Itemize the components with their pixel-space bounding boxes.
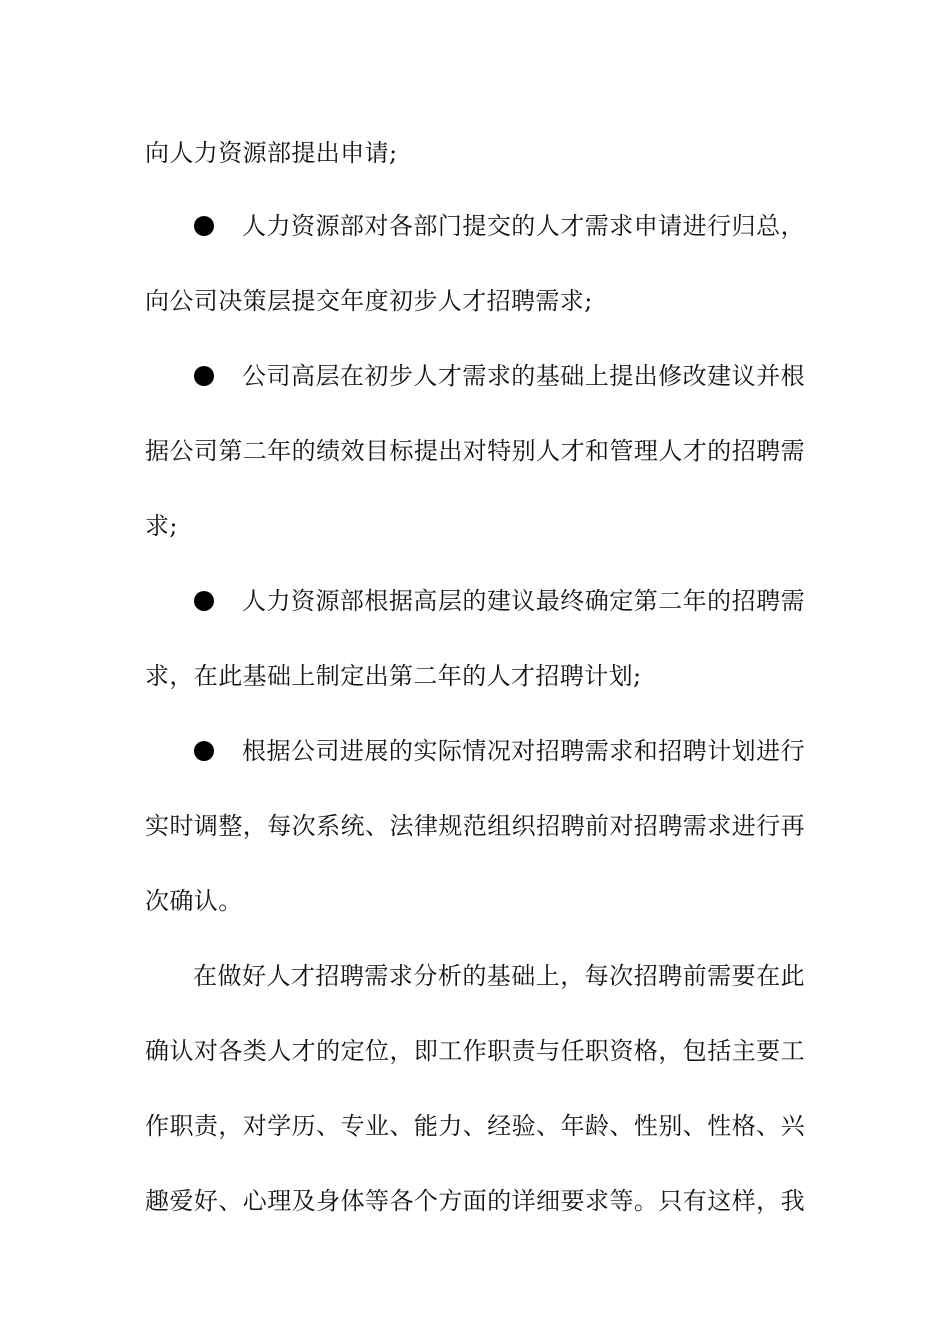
text-line: 求，在此基础上制定出第二年的人才招聘计划; — [145, 662, 642, 690]
text-line: 趣爱好、心理及身体等各个方面的详细要求等。只有这样，我 — [145, 1187, 805, 1215]
text-line: 公司高层在初步人才需求的基础上提出修改建议并根 — [242, 362, 805, 390]
text-line: 实时调整，每次系统、法律规范组织招聘前对招聘需求进行再 — [145, 812, 805, 840]
bullet-icon — [194, 216, 214, 236]
text-line: 作职责，对学历、专业、能力、经验、年龄、性别、性格、兴 — [145, 1112, 805, 1140]
text-line: 次确认。 — [145, 887, 243, 915]
paragraph-first-line: 在做好人才招聘需求分析的基础上，每次招聘前需要在此 — [193, 962, 805, 990]
text-line: 向公司决策层提交年度初步人才招聘需求; — [145, 287, 593, 315]
bullet-icon — [194, 366, 214, 386]
text-line: 确认对各类人才的定位，即工作职责与任职资格，包括主要工 — [145, 1037, 805, 1065]
text-line: 求; — [145, 512, 178, 540]
text-line: 人力资源部根据高层的建议最终确定第二年的招聘需 — [242, 587, 805, 615]
bullet-icon — [194, 591, 214, 611]
text-line: 根据公司进展的实际情况对招聘需求和招聘计划进行 — [242, 737, 805, 765]
bullet-icon — [194, 741, 214, 761]
text-line: 向人力资源部提出申请; — [145, 139, 398, 167]
text-line: 据公司第二年的绩效目标提出对特别人才和管理人才的招聘需 — [145, 437, 805, 465]
text-line: 人力资源部对各部门提交的人才需求申请进行归总， — [242, 212, 805, 240]
